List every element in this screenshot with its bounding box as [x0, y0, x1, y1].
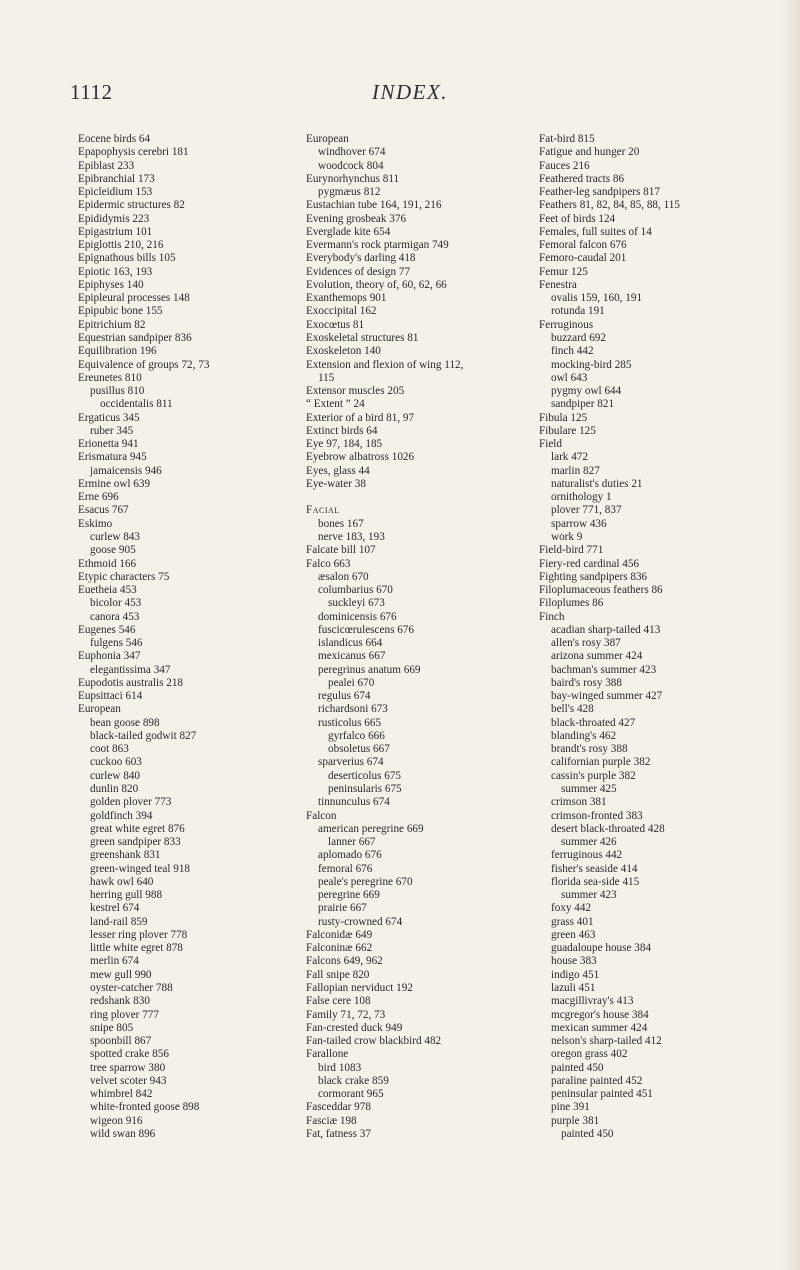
index-subentry: finch 442: [551, 345, 594, 358]
index-subentry: sandpiper 821: [551, 398, 615, 411]
index-subentry: æsalon 670: [318, 570, 369, 583]
index-subentry: ferruginous 442: [551, 849, 623, 862]
index-entry: Etypic characters 75: [78, 570, 170, 583]
index-subentry: prairie 667: [318, 902, 367, 915]
index-subentry: tree sparrow 380: [90, 1061, 166, 1074]
index-subentry: islandicus 664: [318, 637, 383, 650]
index-subentry: little white egret 878: [90, 942, 183, 955]
index-subentry: merlin 674: [90, 955, 139, 968]
index-subentry: goldfinch 394: [90, 809, 153, 822]
index-subentry: ovalis 159, 160, 191: [551, 292, 643, 305]
index-entry: Fan-crested duck 949: [306, 1021, 403, 1034]
index-entry: Evolution, theory of, 60, 62, 66: [306, 278, 447, 291]
index-subentry: wigeon 916: [90, 1114, 143, 1127]
index-subentry: sparverius 674: [318, 756, 384, 769]
index-subentry: allen's rosy 387: [551, 637, 621, 650]
index-subentry: bones 167: [318, 517, 364, 530]
index-entry: Farallone: [306, 1048, 349, 1061]
index-entry: Feathers 81, 82, 84, 85, 88, 115: [539, 199, 680, 212]
index-subentry: lesser ring plover 778: [90, 928, 188, 941]
index-entry: Euphonia 347: [78, 650, 141, 663]
index-entry: Exterior of a bird 81, 97: [306, 411, 415, 424]
index-entry: Eye 97, 184, 185: [306, 438, 383, 451]
index-entry: Epitrichium 82: [78, 318, 146, 331]
index-subentry: cormorant 965: [318, 1088, 384, 1101]
index-subentry: pygmæus 812: [318, 186, 381, 199]
index-section-gap: [306, 491, 524, 504]
index-entry: Epignathous bills 105: [78, 252, 176, 265]
index-subentry: florida sea-side 415: [551, 875, 640, 888]
index-entry: Filoplumaceous feathers 86: [539, 584, 663, 597]
index-subentry: painted 450: [561, 1127, 614, 1140]
index-subentry: snipe 805: [90, 1021, 134, 1034]
index-entry: Fasceddar 978: [306, 1101, 371, 1114]
index-subentry: black crake 859: [318, 1074, 389, 1087]
index-subentry: columbarius 670: [318, 584, 393, 597]
index-subentry: oyster-catcher 788: [90, 982, 173, 994]
index-entry: Everglade kite 654: [306, 225, 391, 238]
index-subentry: coot 863: [90, 743, 129, 756]
index-subentry: richardsoni 673: [318, 703, 388, 716]
index-subentry: bean goose 898: [90, 716, 160, 729]
index-subentry: rusty-crowned 674: [318, 915, 403, 928]
index-entry: Eustachian tube 164, 191, 216: [306, 199, 442, 212]
index-entry: Eurynorhynchus 811: [306, 172, 400, 185]
index-entry: Epiphyses 140: [78, 278, 144, 291]
index-subentry: jamaicensis 946: [90, 464, 162, 477]
index-subentry: ring plover 777: [90, 1008, 159, 1021]
index-entry: Eocene birds 64: [78, 133, 151, 145]
index-entry: Filoplumes 86: [539, 597, 604, 610]
index-entry: Epiotic 163, 193: [78, 265, 153, 278]
index-subentry: deserticolus 675: [328, 769, 402, 782]
index-subentry: gyrfalco 666: [328, 729, 385, 742]
page-number: 1112: [70, 80, 113, 104]
index-entry: Epiblast 233: [78, 159, 135, 172]
index-entry: Ergaticus 345: [78, 411, 140, 424]
index-subentry: paraline painted 452: [551, 1074, 643, 1087]
index-subentry: summer 423: [561, 889, 617, 902]
index-entry: European: [306, 133, 349, 145]
index-subentry: mexican summer 424: [551, 1021, 648, 1034]
index-entry: Euetheia 453: [78, 584, 137, 597]
index-subentry: pine 391: [551, 1101, 590, 1114]
index-entry: Epipubic bone 155: [78, 305, 163, 318]
index-entry: Evidences of design 77: [306, 265, 411, 278]
index-entry: Falcon: [306, 809, 337, 822]
index-subentry: pealei 670: [328, 676, 375, 689]
index-entry: Equivalence of groups 72, 73: [78, 358, 210, 371]
index-entry: Falco 663: [306, 557, 351, 570]
index-entry: Erionetta 941: [78, 438, 139, 451]
index-entry: Fighting sandpipers 836: [539, 570, 648, 583]
index-subentry: peale's peregrine 670: [318, 875, 413, 888]
index-entry: Fat, fatness 37: [306, 1127, 371, 1140]
index-subentry: bell's 428: [551, 703, 594, 716]
index-entry: Exoskeleton 140: [306, 345, 381, 358]
index-entry: Epipleural processes 148: [78, 292, 190, 305]
index-subentry: summer 426: [561, 836, 617, 849]
index-entry: Extinct birds 64: [306, 424, 378, 437]
index-subentry: acadian sharp-tailed 413: [551, 623, 661, 636]
index-subentry: redshank 830: [90, 995, 150, 1008]
index-entry: Falcate bill 107: [306, 544, 376, 557]
index-entry: Eupodotis australis 218: [78, 676, 184, 689]
index-subentry: occidentalis 811: [100, 398, 173, 411]
index-entry: Ereunetes 810: [78, 371, 142, 384]
index-subentry: marlin 827: [551, 464, 600, 477]
index-subentry: mexicanus 667: [318, 650, 386, 663]
index-subentry: oregon grass 402: [551, 1048, 628, 1061]
index-entry: Eyes, glass 44: [306, 464, 370, 477]
index-column-2: [306, 133, 524, 1141]
index-subentry: crimson 381: [551, 796, 607, 809]
index-subentry: macgillivray's 413: [551, 995, 634, 1008]
index-entry: Eupsittaci 614: [78, 690, 143, 703]
running-head: [0, 80, 800, 105]
running-head-title: INDEX.: [371, 80, 449, 104]
index-subentry: golden plover 773: [90, 796, 172, 809]
index-subentry: fuscicœrulescens 676: [318, 623, 414, 636]
index-entry: Fauces 216: [539, 159, 590, 172]
index-subentry: mcgregor's house 384: [551, 1008, 649, 1021]
index-entry: Equilibration 196: [78, 345, 157, 358]
index-subentry: curlew 840: [90, 769, 141, 782]
index-subentry: foxy 442: [551, 902, 592, 915]
index-subentry: peregrinus anatum 669: [318, 663, 421, 676]
index-entry: Ermine owl 639: [78, 477, 151, 490]
index-entry: Epibranchial 173: [78, 172, 155, 185]
index-subentry: naturalist's duties 21: [551, 477, 643, 490]
index-subentry: black-throated 427: [551, 716, 636, 729]
index-entry: Exocœtus 81: [306, 318, 365, 331]
index-subentry: great white egret 876: [90, 822, 185, 835]
index-subentry: american peregrine 669: [318, 822, 424, 835]
index-subentry: woodcock 804: [318, 159, 384, 172]
index-subentry: bay-winged summer 427: [551, 690, 663, 703]
index-entry: Field: [539, 438, 562, 451]
index-subentry: desert black-throated 428: [551, 822, 665, 835]
index-subentry: spotted crake 856: [90, 1048, 169, 1061]
index-subentry: peninsular painted 451: [551, 1088, 653, 1101]
index-subentry: black-tailed godwit 827: [90, 729, 197, 742]
index-entry: Evening grosbeak 376: [306, 212, 407, 225]
index-entry: Falconidæ 649: [306, 928, 373, 941]
index-entry: Finch: [539, 610, 565, 623]
index-subentry: wild swan 896: [90, 1127, 156, 1140]
index-entry: Family 71, 72, 73: [306, 1008, 386, 1021]
index-entry: Epidermic structures 82: [78, 199, 185, 212]
index-entry: Feet of birds 124: [539, 212, 616, 225]
index-entry: Feathered tracts 86: [539, 172, 625, 185]
index-section-heading: Facial: [306, 504, 340, 517]
index-entry: Epapophysis cerebri 181: [78, 146, 189, 159]
index-entry: Fallopian nerviduct 192: [306, 982, 413, 994]
index-entry: Females, full suites of 14: [539, 225, 652, 238]
index-subentry: californian purple 382: [551, 756, 651, 769]
index-subentry: 115: [318, 371, 335, 384]
index-entry: Falcons 649, 962: [306, 955, 383, 968]
index-subentry: dunlin 820: [90, 783, 139, 796]
index-subentry: painted 450: [551, 1061, 604, 1074]
index-column-3: [539, 133, 771, 1141]
index-entry: Extensor muscles 205: [306, 385, 405, 398]
index-subentry: green sandpiper 833: [90, 836, 181, 849]
index-subentry: mocking-bird 285: [551, 358, 632, 371]
index-entry: Eyebrow albatross 1026: [306, 451, 415, 464]
index-subentry: white-fronted goose 898: [90, 1101, 200, 1114]
index-subentry: mew gull 990: [90, 968, 152, 981]
index-subentry: owl 643: [551, 371, 588, 384]
index-entry: Exanthemops 901: [306, 292, 387, 305]
index-subentry: nelson's sharp-tailed 412: [551, 1035, 662, 1048]
index-subentry: green 463: [551, 928, 596, 941]
index-subentry: lazuli 451: [551, 982, 596, 994]
index-entry: Fibula 125: [539, 411, 588, 424]
index-subentry: dominicensis 676: [318, 610, 397, 623]
index-subentry: spoonbill 867: [90, 1035, 152, 1048]
index-subentry: green-winged teal 918: [90, 862, 191, 875]
index-entry: Eugenes 546: [78, 623, 136, 636]
index-entry: Fan-tailed crow blackbird 482: [306, 1035, 442, 1048]
index-subentry: kestrel 674: [90, 902, 140, 915]
index-subentry: elegantissima 347: [90, 663, 171, 676]
index-entry: “ Extent ” 24: [306, 398, 365, 411]
index-entry: Erne 696: [78, 491, 119, 504]
index-subentry: guadaloupe house 384: [551, 942, 652, 955]
index-subentry: nerve 183, 193: [318, 530, 385, 543]
index-subentry: baird's rosy 388: [551, 676, 622, 689]
index-subentry: suckleyi 673: [328, 597, 385, 610]
index-subentry: canora 453: [90, 610, 140, 623]
index-entry: Fasciæ 198: [306, 1114, 357, 1127]
index-subentry: curlew 843: [90, 530, 141, 543]
index-subentry: obsoletus 667: [328, 743, 390, 756]
index-subentry: fulgens 546: [90, 637, 143, 650]
index-subentry: cuckoo 603: [90, 756, 142, 769]
index-subentry: femoral 676: [318, 862, 373, 875]
index-entry: Extension and flexion of wing 112,: [306, 358, 464, 371]
index-entry: Fiery-red cardinal 456: [539, 557, 640, 570]
index-subentry: fisher's seaside 414: [551, 862, 638, 875]
index-entry: Falconinæ 662: [306, 942, 373, 955]
index-subentry: summer 425: [561, 783, 617, 796]
index-column-1: [78, 133, 290, 1141]
index-entry: Everybody's darling 418: [306, 252, 416, 265]
page-edge-shadow: [782, 0, 800, 1270]
index-subentry: blanding's 462: [551, 729, 617, 742]
index-entry: Fatigue and hunger 20: [539, 146, 640, 159]
index-subentry: sparrow 436: [551, 517, 607, 530]
index-entry: Epicleidium 153: [78, 186, 153, 199]
index-subentry: bicolor 453: [90, 597, 142, 610]
index-subentry: ornithology 1: [551, 491, 612, 504]
index-subentry: plover 771, 837: [551, 504, 622, 517]
index-subentry: house 383: [551, 955, 597, 968]
index-entry: Exoskeletal structures 81: [306, 331, 419, 344]
index-subentry: purple 381: [551, 1114, 600, 1127]
index-entry: Fibulare 125: [539, 424, 596, 437]
index-subentry: tinnunculus 674: [318, 796, 390, 809]
index-entry: Equestrian sandpiper 836: [78, 331, 192, 344]
index-entry: Epigastrium 101: [78, 225, 153, 238]
index-subentry: hawk owl 640: [90, 875, 154, 888]
index-entry: Evermann's rock ptarmigan 749: [306, 239, 449, 252]
index-subentry: cassin's purple 382: [551, 769, 636, 782]
index-subentry: pusillus 810: [90, 385, 145, 398]
index-entry: Exoccipital 162: [306, 305, 377, 318]
index-subentry: aplomado 676: [318, 849, 382, 862]
index-subentry: pygmy owl 644: [551, 385, 622, 398]
index-subentry: windhover 674: [318, 146, 386, 159]
index-entry: Field-bird 771: [539, 544, 604, 557]
index-entry: False cere 108: [306, 995, 371, 1008]
index-entry: Fat-bird 815: [539, 133, 595, 145]
index-subentry: work 9: [551, 530, 583, 543]
index-entry: Femur 125: [539, 265, 588, 278]
index-entry: Eskimo: [78, 517, 113, 530]
index-entry: European: [78, 703, 121, 716]
index-subentry: peninsularis 675: [328, 783, 402, 796]
index-subentry: bird 1083: [318, 1061, 362, 1074]
index-subentry: goose 905: [90, 544, 136, 557]
index-entry: Femoro-caudal 201: [539, 252, 627, 265]
index-subentry: land-rail 859: [90, 915, 148, 928]
index-subentry: rotunda 191: [551, 305, 605, 318]
index-entry: Epididymis 223: [78, 212, 150, 225]
index-subentry: rusticolus 665: [318, 716, 382, 729]
index-subentry: lanner 667: [328, 836, 376, 849]
index-subentry: regulus 674: [318, 690, 371, 703]
index-subentry: greenshank 831: [90, 849, 161, 862]
index-entry: Eye-water 38: [306, 477, 366, 490]
index-entry: Femoral falcon 676: [539, 239, 627, 252]
index-subentry: arizona summer 424: [551, 650, 643, 663]
index-subentry: herring gull 988: [90, 889, 163, 902]
index-subentry: velvet scoter 943: [90, 1074, 167, 1087]
index-entry: Fall snipe 820: [306, 968, 370, 981]
index-subentry: crimson-fronted 383: [551, 809, 643, 822]
index-subentry: indigo 451: [551, 968, 600, 981]
index-entry: Esacus 767: [78, 504, 129, 517]
index-subentry: brandt's rosy 388: [551, 743, 628, 756]
index-subentry: grass 401: [551, 915, 594, 928]
index-subentry: peregrine 669: [318, 889, 380, 902]
index-subentry: ruber 345: [90, 424, 134, 437]
index-entry: Ethmoid 166: [78, 557, 137, 570]
index-subentry: lark 472: [551, 451, 588, 464]
index-subentry: whimbrel 842: [90, 1088, 153, 1101]
index-entry: Ferruginous: [539, 318, 594, 331]
index-entry: Feather-leg sandpipers 817: [539, 186, 660, 199]
index-entry: Fenestra: [539, 278, 577, 291]
index-entry: Epiglottis 210, 216: [78, 239, 164, 252]
index-subentry: buzzard 692: [551, 331, 606, 344]
index-subentry: bachman's summer 423: [551, 663, 657, 676]
index-entry: Erismatura 945: [78, 451, 147, 464]
